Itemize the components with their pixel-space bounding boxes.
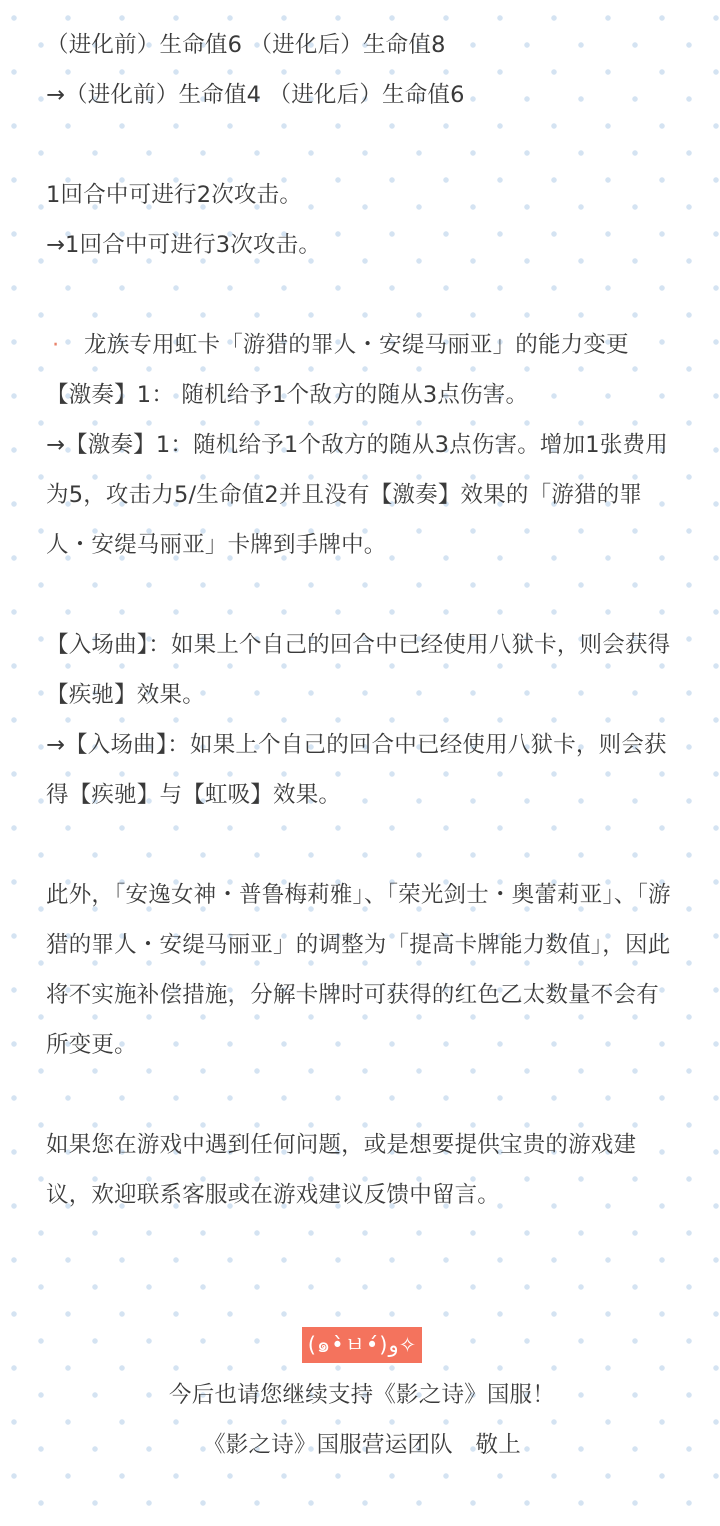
card-change-title: 龙族专用虹卡「游猎的罪人・安缇马丽亚」的能力变更 <box>84 332 629 358</box>
closing-line: 今后也请您继续支持《影之诗》国服！ <box>169 1382 555 1408</box>
attack-count-new: →1回合中可进行3次攻击。 <box>46 232 322 258</box>
entrance-old: 【入场曲】：如果上个自己的回合中已经使用八狱卡，则会获得【疾驰】效果。 <box>46 632 671 708</box>
spacer <box>46 820 678 870</box>
announcement-article <box>46 20 678 1470</box>
spacer <box>46 1070 678 1120</box>
entrance-new: →【入场曲】：如果上个自己的回合中已经使用八狱卡，则会获得【疾驰】与【虹吸】效果。 <box>46 732 667 808</box>
signature-line: 《影之诗》国服营运团队 敬上 <box>203 1432 521 1458</box>
evolve-stats-old: （进化前）生命值6 （进化后）生命值8 <box>46 32 446 58</box>
spacer <box>46 120 678 170</box>
spacer <box>46 1270 678 1320</box>
fanfare-new: →【激奏】1：随机给予1个敌方的随从3点伤害。增加1张费用为5，攻击力5/生命值2并且没有【激奏】效果的「游猎的罪人・安缇马丽亚」卡牌到手牌中。 <box>46 432 668 558</box>
spacer <box>46 1220 678 1270</box>
fanfare-old: 【激奏】1： 随机给予1个敌方的随从3点伤害。 <box>46 382 529 408</box>
spacer <box>46 570 678 620</box>
kaomoji-badge: (๑•̀ㅂ•́)و✧ <box>302 1327 423 1363</box>
bullet-dot-icon: · <box>52 332 60 358</box>
compensation-note: 此外，「安逸女神・普鲁梅莉雅」、「荣光剑士・奥蕾莉亚」、「游猎的罪人・安缇马丽亚」的调整为「提高卡牌能力数值」，因此将不实施补偿措施，分解卡牌时可获得的红色乙太数量不会有所变更。 <box>46 882 671 1058</box>
kaomoji-row <box>46 1320 678 1370</box>
card-change-heading <box>46 320 678 370</box>
evolve-stats-new: →（进化前）生命值4 （进化后）生命值6 <box>46 82 465 108</box>
spacer <box>46 270 678 320</box>
contact-note: 如果您在游戏中遇到任何问题，或是想要提供宝贵的游戏建议，欢迎联系客服或在游戏建议反馈中留言。 <box>46 1132 637 1208</box>
attack-count-old: 1回合中可进行2次攻击。 <box>46 182 303 208</box>
